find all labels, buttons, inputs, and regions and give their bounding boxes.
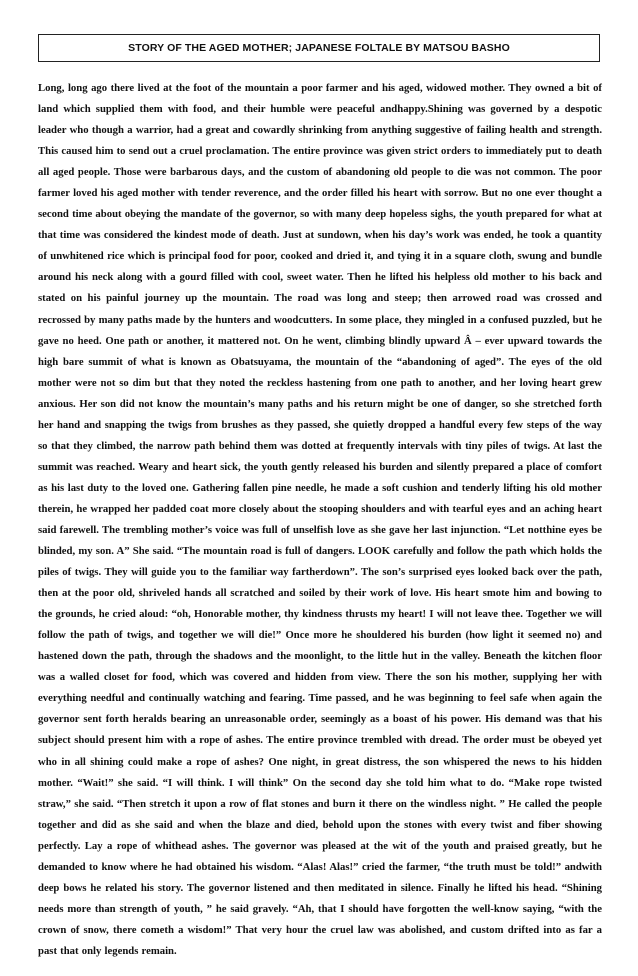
document-title: STORY OF THE AGED MOTHER; JAPANESE FOLTALE BY MATSOU BASHO xyxy=(128,42,510,54)
title-box xyxy=(38,34,600,62)
story-body-paragraph: Long, long ago there lived at the foot of the mountain a poor farmer and his aged, widowed mother. They owned a bit of land which supplied them with food, and their humble were peaceful andhappy.Shining was governed by a despotic leader who though a warrior, had a great and cowardly shrinking from anything suggestive of failing health and strength. This caused him to send out a cruel proclamation. The entire province was given strict orders to immediately put to death all aged people. Those were barbarous days, and the custom of abandoning old people to die was not common. The poor farmer loved his aged mother with tender reverence, and the order filled his heart with sorrow. But no one ever thought a second time about obeying the mandate of the governor, so with many deep hopeless sighs, the youth prepared for what at that time was considered the kindest mode of death. Just at sundown, when his day’s work was ended, he took a quantity of unwhitened rice which is principal food for poor, cooked and dried it, and tying it in a square cloth, swung and bundle around his neck along with a gourd filled with cool, sweet water. Then he lifted his helpless old mother to his back and stated on his painful journey up the mountain. The road was long and steep; then arrowed road was crossed and recrossed by many paths made by the hunters and woodcutters. In some place, they mingled in a confused puzzled, but he gave no heed. One path or another, it mattered not. On he went, climbing blindly upward Â – ever upward towards the high bare summit of what is known as Obatsuyama, the mountain of the “abandoning of aged”. The eyes of the old mother were not so dim but that they noted the reckless hastening from one path to another, and her loving heart grew anxious. Her son did not know the mountain’s many paths and his return might be one of danger, so she stretched forth her hand and snapping the twigs from brushes as they passed, she quietly dropped a handful every few steps of the way so that they climbed, the narrow path behind them was dotted at frequently intervals with tiny piles of twigs. At last the summit was reached. Weary and heart sick, the youth gently released his burden and silently prepared a place of comfort as his last duty to the loved one. Gathering fallen pine needle, he made a soft cushion and tenderly lifting his old mother therein, he wrapped her padded coat more closely about the stooping shoulders and with tearful eyes and an aching heart said farewell. The trembling mother’s voice was full of unselfish love as she gave her last injunction. “Let notthine eyes be blinded, my son. A” She said. “The mountain road is full of dangers. LOOK carefully and follow the path which holds the piles of twigs. They will guide you to the familiar way fartherdown”. The son’s surprised eyes looked back over the path, then at the poor old, shriveled hands all scratched and soiled by their work of love. His heart smote him and bowing to the grounds, he cried aloud: “oh, Honorable mother, thy kindness thrusts my heart! I will not leave thee. Together we will follow the path of twigs, and together we will die!” Once more he shouldered his burden (how light it seemed no) and hastened down the path, through the shadows and the moonlight, to the little hut in the valley. Beneath the kitchen floor was a walled closet for food, which was covered and hidden from view. There the son his mother, supplying her with everything needful and continually watching and fearing. Time passed, and he was beginning to feel safe when again the governor sent forth heralds bearing an unreasonable order, seemingly as a boast of his power. His demand was that his subject should present him with a rope of ashes. The entire province trembled with dread. The order must be obeyed yet who in all shining could make a rope of ashes? One night, in great distress, the son whispered the news to his hidden mother. “Wait!” she said. “I will think. I will think” On the second day she told him what to do. “Make rope twisted straw,” she said. “Then stretch it upon a row of flat stones and burn it there on the windless night. ” He called the people together and did as she said and when the blaze and died, behold upon the stones with every twist and fiber showing perfectly. Lay a rope of whithead ashes. The governor was pleased at the wit of the youth and praised greatly, but he demanded to know where he had obtained his wisdom. “Alas! Alas!” cried the farmer, “the truth must be told!” andwith deep bows he related his story. The governor listened and then meditated in silence. Finally he lifted his head. “Shining needs more than strength of youth, ” he said gravely. “Ah, that I should have forgotten the well-know saying, “with the crown of snow, there cometh a wisdom!” That very hour the cruel law was abolished, and custom drifted into as far a past that only legends remain. xyxy=(38,82,602,957)
